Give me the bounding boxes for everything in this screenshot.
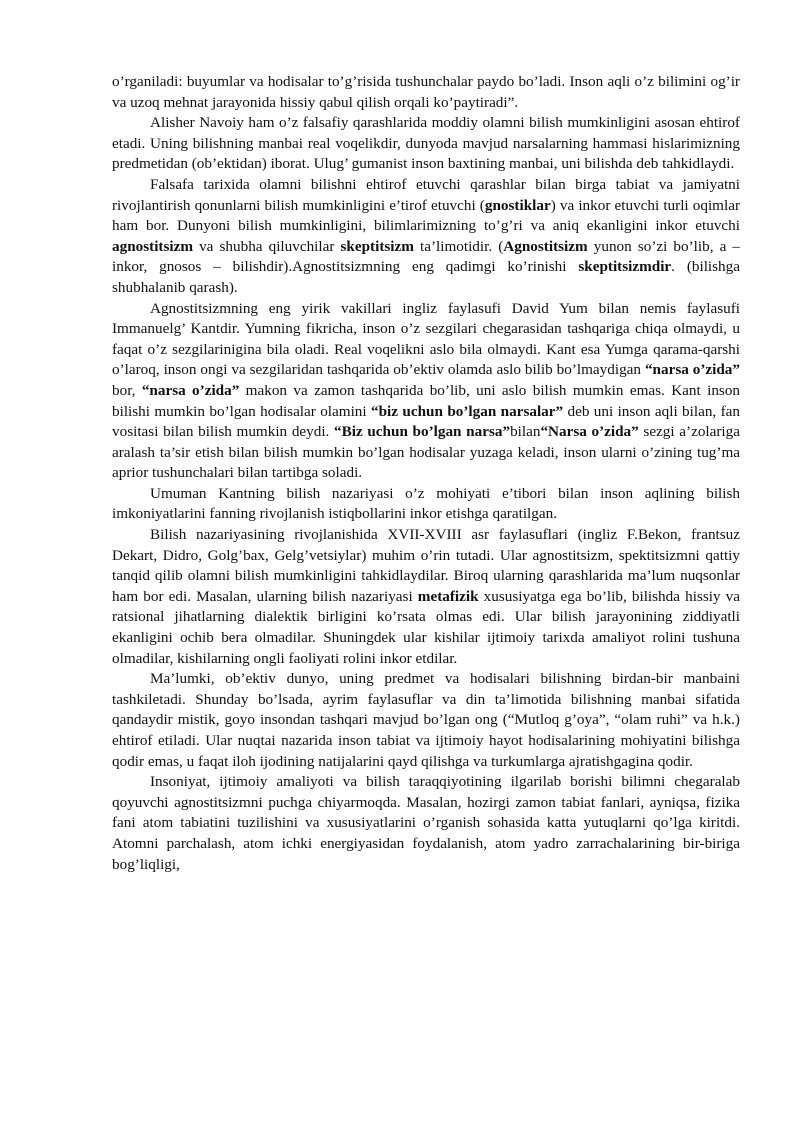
text-run: Falsafa tarixida olamni bilishni ehtirof etuvchi qarashlar bilan birga tabiat va jamiyatni rivojlantirish qonunlarni bilish mumkinligini e’tirof etuvchi ( — [112, 175, 740, 214]
bold-term: agnostitsizm — [112, 237, 193, 255]
paragraph — [112, 525, 740, 669]
bold-term: “Biz uchun bo’lgan narsa” — [334, 423, 511, 441]
text-run: yunon so’zi bo’lib, a – inkor, gnosos – bilishdir).Agnostitsizmning eng qadimgi ko’rinishi — [112, 237, 741, 276]
text-run: . (bilishga shubhalanib qarash). — [112, 258, 740, 296]
text-run: bilan — [510, 423, 541, 441]
bold-term: gnostiklar — [484, 196, 551, 214]
text-run: xususiyatga ega bo’lib, bilishda hissiy va ratsional jihatlarning dialektik birligini ko’rsata olmas edi. Ular bilish jarayonining ziddiyatli ekanligini ochib bera olmadilar. Shuningdek ular kishilar ijtimoiy tarixda amaliyot rolini tushuna olmadilar, kishilarning ongli faoliyati rolini inkor etdilar. — [112, 587, 741, 667]
bold-term: skeptitsizm — [340, 237, 414, 255]
text-run: makon va zamon tashqarida bo’lib, uni aslo bilish mumkin emas. Kant inson bilishi mumkin bo’lgan hodisalar olamini — [112, 381, 741, 420]
bold-term: skeptitsizmdir — [578, 258, 672, 276]
text-run: Umuman Kantning bilish nazariyasi o’z mohiyati e’tibori bilan inson aqlining bilish imkoniyatlarini fanning rivojlanish istiqbollarini inkor etishga qaratilgan. — [112, 484, 740, 523]
text-run: deb uni inson aqli bilan, fan vositasi bilan bilish mumkin deydi. — [112, 402, 740, 441]
bold-term: “narsa o’zida” — [644, 361, 740, 379]
bold-term: metafizik — [417, 587, 479, 605]
text-run: Bilish nazariyasining rivojlanishida XVII-XVIII asr faylasuflari (ingliz F.Bekon, frantsuz Dekart, Didro, Golg’bax, Gelg’vetsiylar) muhim o’rin tutadi. Ular agnostitsizm, spektitsizmni qattiy tanqid qilib olamni bilish mumkinligini tahkidlaydilar. Biroq ularning qarashlarida ma’lum nuqsonlar ham bor edi. Masalan, ularning bilish nazariyasi — [112, 526, 740, 605]
text-run: ta’limotidir. ( — [413, 237, 504, 255]
paragraph — [112, 299, 740, 484]
paragraph — [112, 484, 740, 525]
paragraph — [112, 113, 740, 175]
bold-term: “narsa o’zida” — [141, 381, 240, 399]
document-page — [112, 72, 740, 875]
bold-term: “biz uchun bo’lgan narsalar” — [371, 402, 564, 420]
paragraph — [112, 772, 740, 875]
paragraph — [112, 72, 740, 113]
text-run: Insoniyat, ijtimoiy amaliyoti va bilish taraqqiyotining ilgarilab borishi bilimni chegaralab qoyuvchi agnostitsizmni puchga chiyarmoqda. Masalan, hozirgi zamon tabiat fanlari, ayniqsa, fizika fani atom tabiatini tuzilishini va xususiyatlarini o’rganish sohasida katta yutuqlarni qo’lga kiritdi. Atomni parchalash, atom ichki energiyasidan foydalanish, atom yadro zarrachalarining bir-biriga bog’liqligi, — [112, 773, 740, 873]
text-run: Ma’lumki, ob’ektiv dunyo, uning predmet va hodisalari bilishning birdan-bir manbaini tashkiletadi. Shunday bo’lsada, ayrim faylasuflar va din ta’limotida bilishning manbai sifatida qandaydir mistik, goyo insondan tashqari mavjud bo’lgan ong (“Mutloq g’oya”, “olam ruhi” va h.k.) ehtirof etiladi. Ular nuqtai nazarida inson tabiat va ijtimoiy hayot hodisalarining mohiyatini bilishga qodir emas, u faqat iloh ijodining natijalarini qayd qilishga va turkumlarga ajratishgagina qodir. — [112, 670, 740, 770]
text-run: ) va inkor etuvchi turli oqimlar ham bor. Dunyoni bilish mumkinligini, bilimlarimizning to’g’ri va aniq ekanligini inkor etuvchi — [112, 196, 741, 235]
text-run: sezgi a’zolariga aralash ta’sir etish bilan bilish mumkin bo’lgan hodisalar yuzaga keladi, inson ularni o’zining tug’ma aprior tushunchalari bilan tartibga soladi. — [112, 423, 740, 482]
bold-term: Agnostitsizm — [503, 237, 588, 255]
paragraph — [112, 175, 740, 299]
bold-term: “Narsa o’zida” — [540, 423, 639, 441]
paragraph — [112, 669, 740, 772]
text-run: Agnostitsizmning eng yirik vakillari ingliz faylasufi David Yum bilan nemis faylasufi Immanuelg’ Kantdir. Yumning fikricha, inson o’z sezgilari chegarasidan tashqariga chiqa olmaydi, u faqat o’z sezgilarinigina bila oladi. Real voqelikni aslo bila olmaydi. Kant esa Yumga qarama-qarshi o’laroq, inson ongi va sezgilaridan tashqarida ob’ektiv olamda aslo bilib bo’lmaydigan — [112, 299, 740, 379]
text-run: bor, — [112, 381, 142, 399]
text-run: va shubha qiluvchilar — [193, 237, 341, 255]
text-run: o’rganiladi: buyumlar va hodisalar to’g’risida tushunchalar paydo bo’ladi. Inson aqli o’z bilimini og’ir va uzoq mehnat jarayonida hissiy qabul qilish orqali ko’paytiradi”. — [112, 73, 740, 111]
text-run: Alisher Navoiy ham o’z falsafiy qarashlarida moddiy olamni bilish mumkinligini asosan ehtirof etadi. Uning bilishning manbai real voqelikdir, dunyoda mavjud narsalarning hammasi hislarimizning predmetidan (ob’ektidan) iborat. Ulug’ gumanist inson baxtining manbai, uni bilishda deb tahkidlaydi. — [112, 114, 740, 173]
